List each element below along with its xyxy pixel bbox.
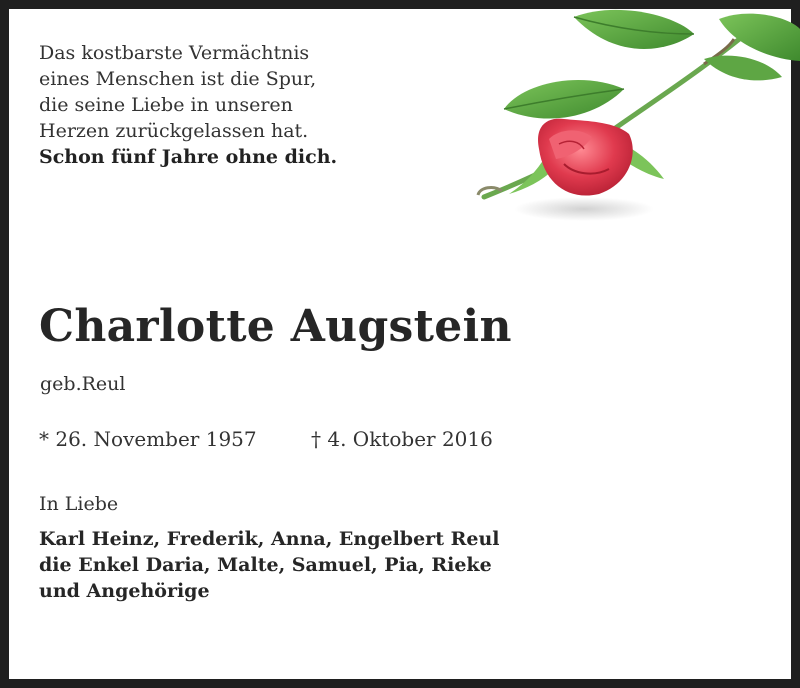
mourners-line: die Enkel Daria, Malte, Samuel, Pia, Rieke (39, 554, 492, 576)
birth-date: * 26. November 1957 (39, 427, 257, 451)
quote-line: Das kostbarste Vermächtnis (39, 42, 310, 64)
mourners-intro: In Liebe (39, 493, 119, 515)
rose-image (464, 9, 800, 229)
mourners-line: Karl Heinz, Frederik, Anna, Engelbert Reul (39, 528, 500, 550)
quote-emphasis: Schon fünf Jahre ohne dich. (39, 146, 338, 168)
quote-line: die seine Liebe in unseren (39, 94, 293, 116)
mourners-list (39, 526, 559, 604)
deceased-name: Charlotte Augstein (39, 301, 512, 352)
quote-line: eines Menschen ist die Spur, (39, 68, 317, 90)
quote-line: Herzen zurückgelassen hat. (39, 120, 309, 142)
mourners-line: und Angehörige (39, 580, 210, 602)
maiden-name: geb.Reul (40, 373, 126, 395)
memorial-quote (39, 40, 479, 170)
death-date: † 4. Oktober 2016 (311, 427, 493, 451)
